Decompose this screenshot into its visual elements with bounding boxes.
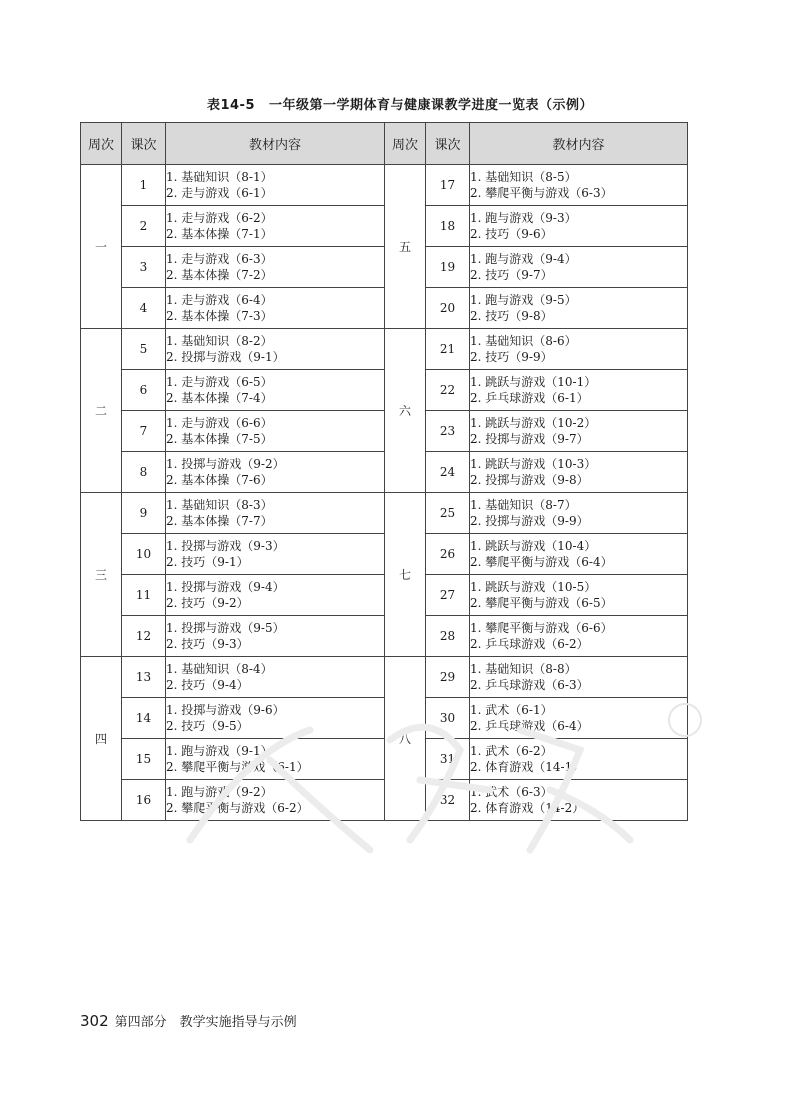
lesson-number-cell: 2 (122, 206, 166, 247)
content-cell (470, 575, 688, 616)
content-line: 2. 技巧（9-7） (470, 268, 553, 282)
lesson-number-cell: 15 (122, 739, 166, 780)
content-cell (166, 616, 385, 657)
content-line: 2. 技巧（9-8） (470, 309, 553, 323)
lesson-number-cell: 11 (122, 575, 166, 616)
table-row (81, 411, 688, 452)
lesson-number-cell: 7 (122, 411, 166, 452)
header-content-right: 教材内容 (470, 123, 688, 165)
content-line: 2. 技巧（9-9） (470, 350, 553, 364)
content-line: 1. 投掷与游戏（9-4） (166, 580, 285, 594)
content-cell (166, 657, 385, 698)
content-line: 2. 技巧（9-2） (166, 596, 249, 610)
content-cell (166, 739, 385, 780)
content-cell (470, 657, 688, 698)
week-cell: 五 (385, 165, 426, 329)
content-line: 1. 跑与游戏（9-2） (166, 785, 273, 799)
content-line: 1. 武术（6-1） (470, 703, 553, 717)
content-line: 2. 基本体操（7-1） (166, 227, 273, 241)
content-line: 1. 基础知识（8-4） (166, 662, 273, 676)
content-cell (470, 247, 688, 288)
content-line: 1. 跳跃与游戏（10-3） (470, 457, 597, 471)
content-line: 1. 武术（6-2） (470, 744, 553, 758)
content-cell (470, 370, 688, 411)
table-row (81, 288, 688, 329)
lesson-number-cell: 10 (122, 534, 166, 575)
content-line: 2. 基本体操（7-6） (166, 473, 273, 487)
content-line: 2. 体育游戏（14-2） (470, 801, 585, 815)
content-line: 2. 攀爬平衡与游戏（6-1） (166, 760, 309, 774)
content-line: 1. 基础知识（8-2） (166, 334, 273, 348)
lesson-number-cell: 22 (426, 370, 470, 411)
table-title: 一年级第一学期体育与健康课教学进度一览表（示例） (269, 98, 594, 113)
content-line: 2. 乒乓球游戏（6-1） (470, 391, 589, 405)
content-cell (166, 493, 385, 534)
lesson-number-cell: 8 (122, 452, 166, 493)
lesson-number-cell: 30 (426, 698, 470, 739)
lesson-number-cell: 31 (426, 739, 470, 780)
content-cell (166, 165, 385, 206)
content-line: 2. 技巧（9-3） (166, 637, 249, 651)
table-row (81, 452, 688, 493)
content-cell (470, 329, 688, 370)
content-line: 1. 走与游戏（6-6） (166, 416, 273, 430)
content-cell (166, 329, 385, 370)
content-line: 2. 攀爬平衡与游戏（6-4） (470, 555, 613, 569)
content-cell (166, 698, 385, 739)
content-cell (166, 452, 385, 493)
content-line: 2. 技巧（9-5） (166, 719, 249, 733)
content-line: 2. 攀爬平衡与游戏（6-2） (166, 801, 309, 815)
schedule-body (81, 165, 688, 821)
lesson-number-cell: 24 (426, 452, 470, 493)
lesson-number-cell: 26 (426, 534, 470, 575)
lesson-number-cell: 19 (426, 247, 470, 288)
content-line: 1. 跳跃与游戏（10-2） (470, 416, 597, 430)
header-lesson-left: 课次 (122, 123, 166, 165)
lesson-number-cell: 18 (426, 206, 470, 247)
content-line: 1. 基础知识（8-1） (166, 170, 273, 184)
table-row (81, 534, 688, 575)
week-cell: 七 (385, 493, 426, 657)
content-line: 1. 基础知识（8-5） (470, 170, 577, 184)
content-line: 1. 走与游戏（6-3） (166, 252, 273, 266)
lesson-number-cell: 21 (426, 329, 470, 370)
week-cell: 四 (81, 657, 122, 821)
lesson-number-cell: 5 (122, 329, 166, 370)
content-cell (470, 534, 688, 575)
content-cell (470, 698, 688, 739)
lesson-number-cell: 20 (426, 288, 470, 329)
header-week-left: 周次 (81, 123, 122, 165)
table-number: 表14-5 (206, 98, 256, 113)
content-line: 2. 走与游戏（6-1） (166, 186, 273, 200)
header-lesson-right: 课次 (426, 123, 470, 165)
content-line: 1. 跑与游戏（9-1） (166, 744, 273, 758)
content-line: 1. 跳跃与游戏（10-5） (470, 580, 597, 594)
content-line: 2. 技巧（9-4） (166, 678, 249, 692)
content-cell (166, 575, 385, 616)
content-cell (166, 247, 385, 288)
content-line: 2. 技巧（9-6） (470, 227, 553, 241)
content-line: 2. 基本体操（7-4） (166, 391, 273, 405)
page-number: 302 (80, 1012, 109, 1030)
week-cell: 六 (385, 329, 426, 493)
content-cell (470, 452, 688, 493)
header-week-right: 周次 (385, 123, 426, 165)
header-row (81, 123, 688, 165)
content-cell (470, 739, 688, 780)
content-line: 1. 投掷与游戏（9-6） (166, 703, 285, 717)
content-line: 1. 武术（6-3） (470, 785, 553, 799)
content-line: 1. 基础知识（8-8） (470, 662, 577, 676)
content-cell (470, 288, 688, 329)
content-cell (470, 165, 688, 206)
table-row (81, 739, 688, 780)
content-line: 1. 走与游戏（6-4） (166, 293, 273, 307)
content-cell (166, 206, 385, 247)
week-cell: 二 (81, 329, 122, 493)
week-cell: 三 (81, 493, 122, 657)
table-caption (0, 94, 800, 113)
content-line: 2. 基本体操（7-2） (166, 268, 273, 282)
table-row (81, 493, 688, 534)
lesson-number-cell: 6 (122, 370, 166, 411)
lesson-number-cell: 16 (122, 780, 166, 821)
lesson-number-cell: 28 (426, 616, 470, 657)
content-line: 1. 基础知识（8-6） (470, 334, 577, 348)
week-cell: 一 (81, 165, 122, 329)
lesson-number-cell: 29 (426, 657, 470, 698)
table-row (81, 329, 688, 370)
table-row (81, 247, 688, 288)
content-line: 1. 跑与游戏（9-3） (470, 211, 577, 225)
content-line: 1. 攀爬平衡与游戏（6-6） (470, 621, 613, 635)
content-line: 2. 基本体操（7-5） (166, 432, 273, 446)
content-cell (470, 411, 688, 452)
content-line: 1. 走与游戏（6-5） (166, 375, 273, 389)
content-line: 1. 投掷与游戏（9-2） (166, 457, 285, 471)
content-line: 1. 跑与游戏（9-5） (470, 293, 577, 307)
lesson-number-cell: 1 (122, 165, 166, 206)
lesson-number-cell: 27 (426, 575, 470, 616)
content-line: 1. 投掷与游戏（9-3） (166, 539, 285, 553)
content-line: 2. 技巧（9-1） (166, 555, 249, 569)
content-cell (166, 370, 385, 411)
content-line: 1. 基础知识（8-7） (470, 498, 577, 512)
table-row (81, 616, 688, 657)
lesson-number-cell: 3 (122, 247, 166, 288)
content-line: 1. 投掷与游戏（9-5） (166, 621, 285, 635)
schedule-table (80, 122, 688, 821)
lesson-number-cell: 32 (426, 780, 470, 821)
table-row (81, 698, 688, 739)
content-cell (166, 288, 385, 329)
week-cell: 八 (385, 657, 426, 821)
content-line: 2. 基本体操（7-3） (166, 309, 273, 323)
content-line: 2. 体育游戏（14-1） (470, 760, 585, 774)
content-line: 1. 走与游戏（6-2） (166, 211, 273, 225)
content-line: 2. 投掷与游戏（9-8） (470, 473, 589, 487)
table-row (81, 165, 688, 206)
table-row (81, 780, 688, 821)
content-line: 1. 跑与游戏（9-4） (470, 252, 577, 266)
content-line: 1. 基础知识（8-3） (166, 498, 273, 512)
lesson-number-cell: 9 (122, 493, 166, 534)
lesson-number-cell: 4 (122, 288, 166, 329)
content-line: 1. 跳跃与游戏（10-1） (470, 375, 597, 389)
content-line: 2. 基本体操（7-7） (166, 514, 273, 528)
lesson-number-cell: 25 (426, 493, 470, 534)
content-cell (166, 411, 385, 452)
content-cell (470, 780, 688, 821)
content-line: 2. 攀爬平衡与游戏（6-3） (470, 186, 613, 200)
table-row (81, 370, 688, 411)
header-content-left: 教材内容 (166, 123, 385, 165)
content-line: 2. 投掷与游戏（9-1） (166, 350, 285, 364)
table-row (81, 657, 688, 698)
content-cell (470, 616, 688, 657)
content-line: 2. 投掷与游戏（9-9） (470, 514, 589, 528)
content-line: 2. 攀爬平衡与游戏（6-5） (470, 596, 613, 610)
content-cell (166, 780, 385, 821)
table-row (81, 206, 688, 247)
table-row (81, 575, 688, 616)
lesson-number-cell: 17 (426, 165, 470, 206)
content-cell (166, 534, 385, 575)
content-cell (470, 206, 688, 247)
content-line: 2. 乒乓球游戏（6-2） (470, 637, 589, 651)
section-title: 第四部分 教学实施指导与示例 (114, 1015, 297, 1030)
content-cell (470, 493, 688, 534)
page-footer (80, 1011, 297, 1030)
content-line: 1. 跳跃与游戏（10-4） (470, 539, 597, 553)
lesson-number-cell: 14 (122, 698, 166, 739)
lesson-number-cell: 13 (122, 657, 166, 698)
content-line: 2. 乒乓球游戏（6-4） (470, 719, 589, 733)
lesson-number-cell: 12 (122, 616, 166, 657)
content-line: 2. 投掷与游戏（9-7） (470, 432, 589, 446)
lesson-number-cell: 23 (426, 411, 470, 452)
content-line: 2. 乒乓球游戏（6-3） (470, 678, 589, 692)
